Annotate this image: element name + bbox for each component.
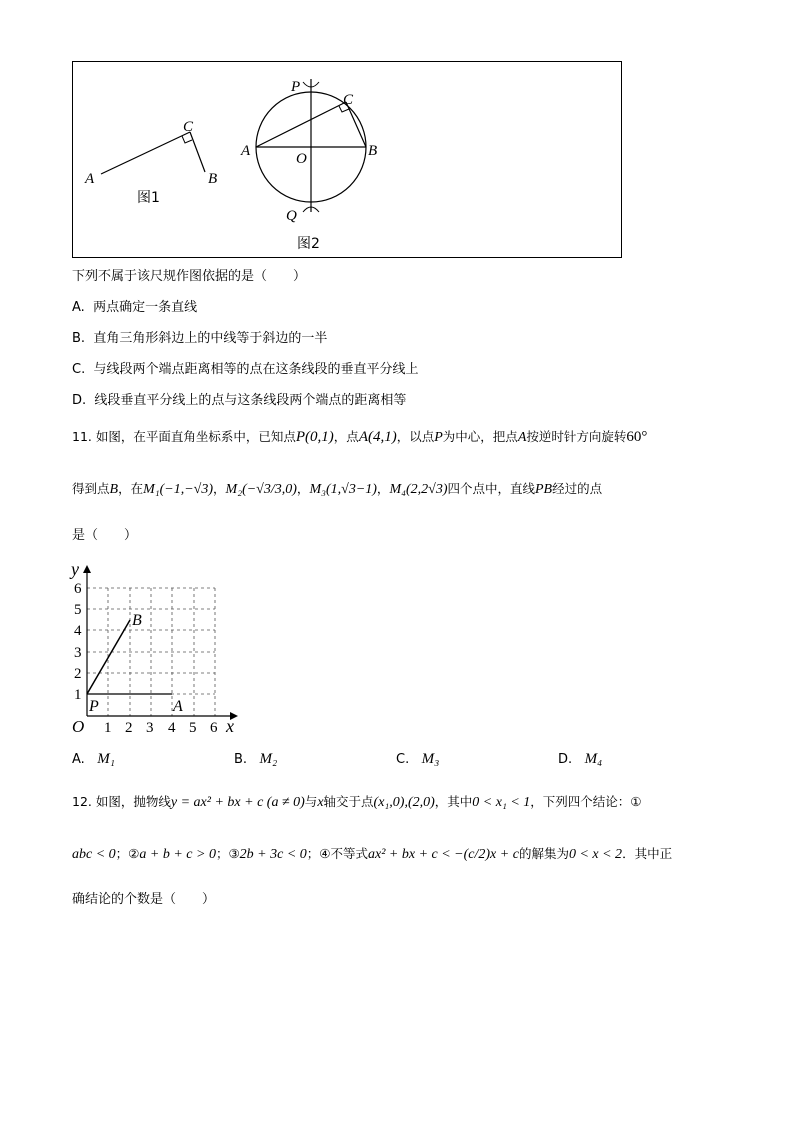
q10-stem: 下列不属于该尺规作图依据的是（ ） — [72, 269, 307, 284]
text: ，点 — [333, 429, 359, 444]
math-conclusion-2: a + b + c > 0 — [139, 847, 216, 862]
option-text: M₁ — [97, 751, 115, 767]
option-letter: D. — [558, 752, 573, 767]
text: ， — [296, 481, 310, 496]
x-tick-label: 1 — [104, 720, 112, 736]
option-letter: C. — [396, 752, 410, 767]
text: 经过的点 — [552, 481, 603, 496]
question-number: 11. — [72, 429, 92, 444]
x-tick-label: 4 — [168, 720, 176, 736]
x-axis-label: x — [226, 716, 234, 736]
text: ，在 — [118, 481, 144, 496]
math-m2: M₂(−√3/3,0) — [225, 482, 297, 497]
option-text: 直角三角形斜边上的中线等于斜边的一半 — [93, 331, 328, 346]
text: 如图，在平面直角坐标系中，已知点 — [95, 429, 296, 444]
text: ，以点 — [396, 429, 435, 444]
q12-line-1 — [72, 794, 642, 811]
fig2-label-Q: Q — [286, 208, 297, 224]
option-text: 与线段两个端点距离相等的点在这条线段的垂直平分线上 — [93, 362, 419, 377]
option-text: M₃ — [421, 751, 440, 767]
x-tick-label: 6 — [210, 720, 218, 736]
y-axis-label: y — [71, 559, 79, 579]
math-var: A — [517, 430, 527, 445]
option-letter: B. — [234, 752, 248, 767]
q12-line-2 — [72, 846, 672, 863]
text: 如图，抛物线 — [95, 794, 171, 809]
q11-line-2 — [72, 481, 602, 498]
math-m1: M₁(−1,−√3) — [143, 482, 214, 497]
option-text: 两点确定一条直线 — [93, 300, 198, 315]
q11-line-1 — [72, 429, 647, 446]
point-b-label: B — [132, 612, 142, 629]
text: ，其中 — [434, 794, 473, 809]
option-letter: D. — [72, 393, 87, 408]
math-range: 0 < x₁ < 1 — [472, 795, 531, 810]
q10-option-a — [72, 300, 197, 316]
math-m4: M₄(2,2√3) — [389, 482, 448, 497]
fig2-caption: 图2 — [297, 236, 320, 252]
segment-pb — [87, 620, 130, 694]
y-tick-label: 1 — [74, 687, 82, 703]
point-p-label: P — [89, 698, 99, 715]
math-points: (x₁,0),(2,0) — [373, 795, 435, 810]
text: ；④不等式 — [306, 846, 368, 861]
text: ， — [376, 481, 390, 496]
math-conclusion-4: ax² + bx + c < −(c/2)x + c — [368, 847, 519, 862]
q11-option-d — [558, 751, 602, 768]
math-point-p: P(0,1) — [295, 429, 334, 445]
q12-line-3: 确结论的个数是（ ） — [72, 892, 216, 907]
text: ；② — [115, 846, 140, 861]
math-var: PB — [535, 482, 553, 497]
math-var: P — [434, 430, 443, 445]
fig2-label-O: O — [296, 151, 307, 167]
text: 为中心，把点 — [442, 429, 518, 444]
q10-option-b — [72, 331, 327, 347]
fig2-label-B: B — [368, 143, 378, 159]
text: 得到点 — [72, 481, 110, 496]
text: ．其中正 — [622, 846, 673, 861]
text: 的解集为 — [518, 846, 569, 861]
math-conclusion-3: 2b + 3c < 0 — [239, 847, 307, 862]
math-conclusion-1: abc < 0 — [72, 847, 116, 862]
option-letter: B. — [72, 331, 86, 346]
y-tick-label: 2 — [74, 666, 82, 682]
fig2-label-A: A — [241, 143, 251, 159]
fig2-label-C: C — [343, 92, 354, 108]
fig2-label-P: P — [291, 79, 301, 95]
text: 按逆时针方向旋转 — [526, 429, 627, 444]
q10-option-c — [72, 362, 419, 378]
y-tick-label: 3 — [74, 645, 82, 661]
q10-option-d — [72, 393, 406, 409]
q11-line-3: 是（ ） — [72, 528, 138, 543]
coordinate-graph — [66, 556, 252, 736]
x-tick-label: 5 — [189, 720, 197, 736]
fig1-caption: 图1 — [137, 190, 160, 206]
math-m3: M₃(1,√3−1) — [309, 482, 377, 497]
question-number: 12. — [72, 794, 92, 809]
math-angle: 60° — [626, 429, 648, 445]
origin-label: O — [72, 717, 85, 736]
math-var: x — [317, 795, 324, 810]
math-solution-set: 0 < x < 2 — [568, 847, 623, 862]
math-point-a: A(4,1) — [358, 429, 397, 445]
y-tick-labels — [74, 581, 82, 703]
y-tick-label: 4 — [74, 623, 82, 639]
text: ；③ — [215, 846, 240, 861]
x-tick-label: 2 — [125, 720, 133, 736]
fig1-label-C: C — [183, 119, 194, 135]
option-letter: C. — [72, 362, 86, 377]
option-letter: A. — [72, 300, 85, 315]
x-tick-labels — [104, 720, 218, 736]
option-letter: A. — [72, 752, 85, 767]
grid-lines — [87, 588, 215, 716]
text: ， — [213, 481, 226, 496]
figure-2 — [240, 79, 377, 252]
text: 四个点中，直线 — [447, 481, 535, 496]
text: ，下列四个结论：① — [530, 794, 642, 809]
y-tick-label: 6 — [74, 581, 82, 597]
q11-option-b — [234, 751, 277, 768]
text: 与 — [304, 794, 318, 809]
point-a-label: A — [173, 698, 183, 715]
math-parabola: y = ax² + bx + c (a ≠ 0) — [170, 795, 305, 810]
text: 轴交于点 — [323, 794, 374, 809]
q11-option-a — [72, 751, 115, 768]
math-var: B — [109, 482, 119, 497]
figure-1 — [84, 119, 217, 206]
y-axis-arrow — [83, 565, 91, 573]
option-text: 线段垂直平分线上的点与这条线段两个端点的距离相等 — [94, 393, 407, 408]
figure-box — [72, 61, 622, 258]
y-tick-label: 5 — [74, 602, 82, 618]
geometry-figures — [73, 62, 623, 259]
option-text: M₂ — [259, 751, 278, 767]
q11-option-c — [396, 751, 439, 768]
fig1-label-B: B — [208, 171, 218, 187]
x-tick-label: 3 — [146, 720, 154, 736]
fig1-label-A: A — [85, 171, 95, 187]
option-text: M₄ — [584, 751, 603, 767]
